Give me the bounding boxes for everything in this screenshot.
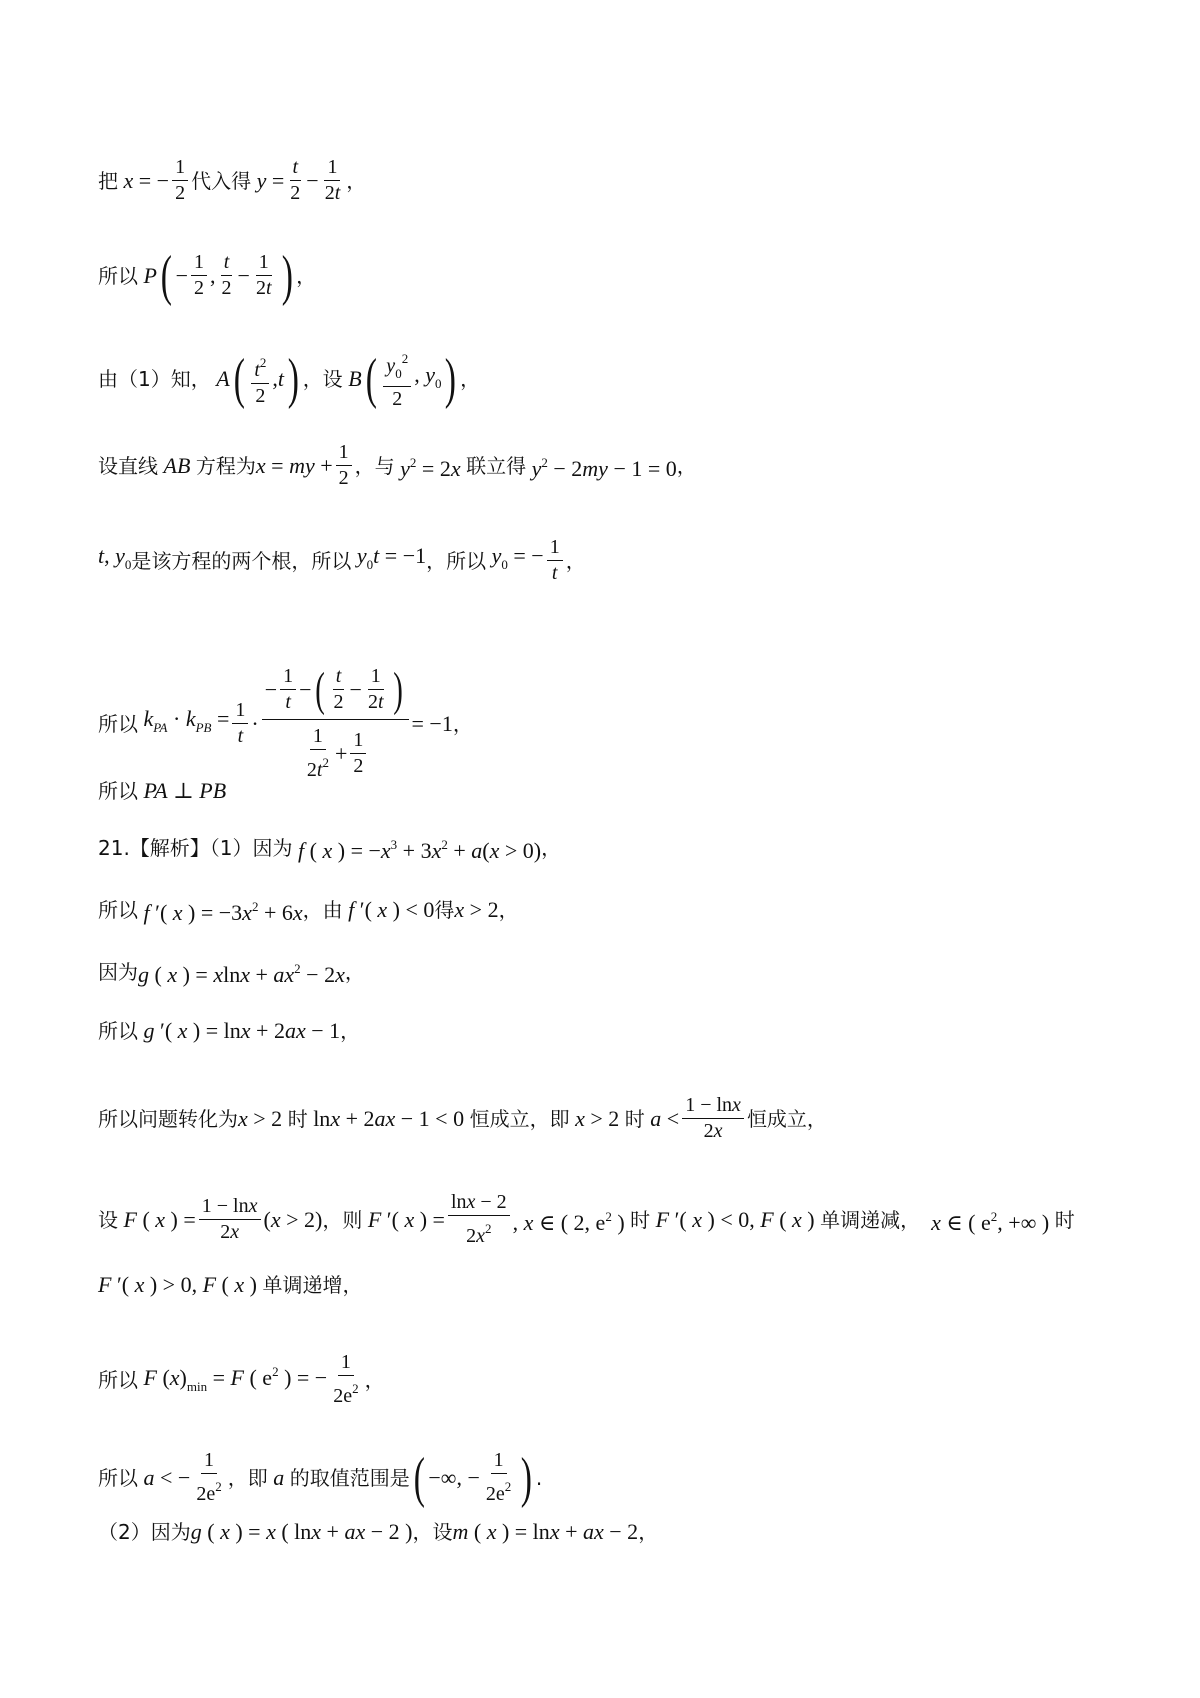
fraction: $\frac{1}{2}$: [191, 250, 207, 301]
math: AB: [163, 452, 191, 478]
text: 时: [287, 1106, 308, 1131]
text: ，则: [322, 1207, 363, 1232]
text: ，所以: [426, 548, 487, 573]
text: ，: [460, 367, 481, 391]
line-slope-product: [98, 664, 473, 783]
paren: ): [287, 348, 299, 410]
text: 时: [624, 1106, 645, 1131]
text: ，: [344, 960, 365, 984]
math: PA ⊥ PB: [143, 778, 227, 803]
text: ，与: [354, 453, 395, 478]
math: ,t: [272, 366, 285, 391]
fraction: $\frac{t}{2}$: [221, 251, 232, 299]
text: ，: [638, 1520, 659, 1544]
math: a <: [650, 1105, 680, 1131]
text: 把: [98, 168, 118, 193]
line-part2: [98, 1520, 658, 1544]
text: ，即: [227, 1465, 268, 1490]
text: 所以: [98, 1019, 138, 1043]
math: a < −: [143, 1464, 191, 1490]
math: x ∈ ( $e^2$, +∞ ): [931, 1208, 1055, 1235]
text: 设直线: [98, 453, 158, 478]
math: t, $y_0$: [98, 543, 132, 572]
text: 单调递增，: [262, 1273, 363, 1297]
math: x > 2: [238, 1105, 288, 1131]
math: −: [237, 262, 250, 288]
line-q21-start: [98, 833, 561, 863]
text: 的取值范围是: [289, 1465, 410, 1490]
fraction: $\frac{1 - \ln x}{2x}$: [199, 1194, 261, 1245]
text: ，由: [302, 898, 343, 922]
math: $y_0t = -1$: [356, 543, 427, 572]
text: ，设: [412, 1520, 453, 1544]
line-F-increasing: [98, 1273, 362, 1297]
fraction: $\frac{1}{2}$: [172, 155, 188, 206]
fraction: $\frac{t}{2}$: [290, 156, 301, 204]
text: ，: [296, 263, 317, 288]
line-substitute-x: [98, 155, 366, 206]
math: x > 2: [575, 1105, 625, 1131]
fraction: $\frac{1}{t}$: [232, 698, 248, 749]
math: lnx + 2ax − 1 < 0: [307, 1105, 470, 1131]
fraction: $\frac{t^2}{2}$: [251, 350, 269, 409]
math: , x ∈ ( 2, $e^2$ ): [512, 1208, 631, 1235]
fraction: $\frac{1 - \ln x}{2x}$: [682, 1093, 744, 1144]
math: P: [143, 262, 157, 288]
fraction: $\frac{1}{2t}$: [255, 251, 272, 299]
text: 代入得: [191, 168, 252, 193]
fraction: $\frac{1}{2t}$: [324, 156, 341, 204]
line-line-ab: [98, 440, 697, 491]
text: 单调递减，: [820, 1207, 921, 1232]
fraction: $\frac{\ln x - 2}{2x^2}$: [448, 1190, 510, 1249]
text: ，: [364, 1367, 385, 1392]
fraction-large: − $\frac{1}{t}$ − ( $\frac{t}{2}$ − $\frac{1}{2t}$ ) $\frac{1}{2t^2}$ + $\frac{1}{2}$: [262, 664, 409, 783]
text: 所以: [98, 779, 138, 803]
paren: (: [160, 244, 172, 307]
fraction: $\frac{1}{2}$: [336, 440, 352, 491]
text: 所以问题转化为: [98, 1106, 238, 1131]
line-perpendicular: [98, 779, 226, 803]
text: 恒成立，即: [469, 1106, 570, 1131]
paren: (: [413, 1446, 425, 1509]
text: 得: [434, 898, 455, 922]
paren: ): [520, 1446, 533, 1509]
text: 方程为: [195, 453, 256, 478]
text: 所以: [98, 1465, 138, 1490]
math: g ( x ) = x ( lnx + ax − 2 ): [190, 1519, 413, 1544]
math: f ( x ) = $-x^3 + 3x^2 + a(x > 0)$: [298, 837, 542, 863]
line-F-def: [98, 1190, 1075, 1249]
math: f ′( x ) < 0: [348, 897, 435, 922]
fraction: $\frac{1}{t}$: [547, 535, 563, 586]
line-transform: [98, 1093, 827, 1144]
text: ，: [346, 168, 367, 193]
text: ，: [541, 836, 562, 860]
text: 因为: [98, 960, 138, 984]
math: F ′( x ) < 0, F ( x ): [655, 1206, 821, 1232]
text: （2）因为: [98, 1520, 191, 1544]
fraction: $\frac{1}{2e^2}$: [485, 1449, 512, 1505]
text: .: [535, 1465, 543, 1490]
text: 联立得: [466, 453, 527, 478]
math: −: [306, 167, 319, 193]
fraction: $\frac{1}{2e^2}$: [333, 1351, 359, 1407]
math: x = my +: [255, 452, 333, 478]
math: a: [273, 1464, 285, 1490]
text: ，: [498, 898, 519, 922]
math: $y_0$ = −: [491, 543, 544, 572]
math: x > 2: [454, 897, 499, 922]
text: 所以: [98, 263, 138, 288]
math: , $y_0$: [414, 361, 442, 391]
math: B: [348, 366, 362, 391]
math: F ( x ) =: [123, 1206, 196, 1232]
math: A: [216, 366, 230, 391]
text: 由（1）知，: [98, 367, 211, 391]
line-g-def: [98, 957, 365, 987]
line-f-derivative: [98, 895, 519, 925]
math: g ( x ) = $xlnx + ax^2 - 2x$: [138, 961, 345, 987]
math: (x > 2): [263, 1206, 323, 1232]
line-F-min: [98, 1350, 385, 1409]
line-roots: [98, 535, 586, 586]
math: F ′( x ) > 0, F ( x ): [98, 1272, 263, 1297]
text: 设: [98, 1207, 118, 1232]
line-point-p: [98, 244, 317, 307]
line-g-derivative: [98, 1019, 360, 1043]
math: −: [175, 262, 189, 288]
text: 恒成立，: [746, 1106, 827, 1131]
text: 21.【解析】（1）因为: [98, 836, 293, 860]
math: $k_{PA} \cdot k_{PB}$ =: [143, 706, 230, 735]
math: m ( x ) = lnx + ax − 2: [452, 1519, 639, 1544]
math: ,: [210, 262, 216, 288]
paren: (: [365, 348, 377, 410]
text: 时: [630, 1207, 651, 1232]
math: x = −: [123, 167, 170, 193]
math: y =: [256, 167, 285, 193]
text: 所以: [98, 711, 138, 736]
math: F ′( x ) =: [367, 1206, 445, 1232]
math: −∞, −: [428, 1464, 480, 1490]
math: = −1: [411, 710, 453, 736]
math: f ′( x ) = $-3x^2 + 6x$: [143, 899, 303, 925]
math: ·: [251, 710, 259, 736]
math: $y^2 - 2my - 1 = 0$: [531, 454, 677, 481]
paren: ): [281, 244, 293, 307]
fraction: $\frac{1}{2e^2}$: [196, 1449, 222, 1505]
text: ，: [565, 548, 586, 573]
line-points-a-b: [98, 346, 480, 412]
fraction: $\frac{y_0^2}{2}$: [383, 346, 411, 412]
line-a-range: [98, 1448, 542, 1507]
text: ，: [452, 711, 473, 736]
text: 是该方程的两个根，所以: [131, 548, 352, 573]
text: 所以: [98, 1367, 138, 1392]
text: ，设: [302, 367, 343, 391]
text: ，: [340, 1019, 361, 1043]
math: F $(x)_{min} = F$ ( $e^2$ ) = −: [143, 1364, 328, 1394]
math: g ′( x ) = lnx + 2ax − 1: [143, 1018, 341, 1043]
text: 时: [1054, 1207, 1075, 1232]
text: ，: [676, 453, 697, 478]
paren: ): [445, 348, 457, 410]
paren: (: [233, 348, 245, 410]
math: $y^2 = 2x$: [400, 454, 461, 481]
text: 所以: [98, 898, 138, 922]
